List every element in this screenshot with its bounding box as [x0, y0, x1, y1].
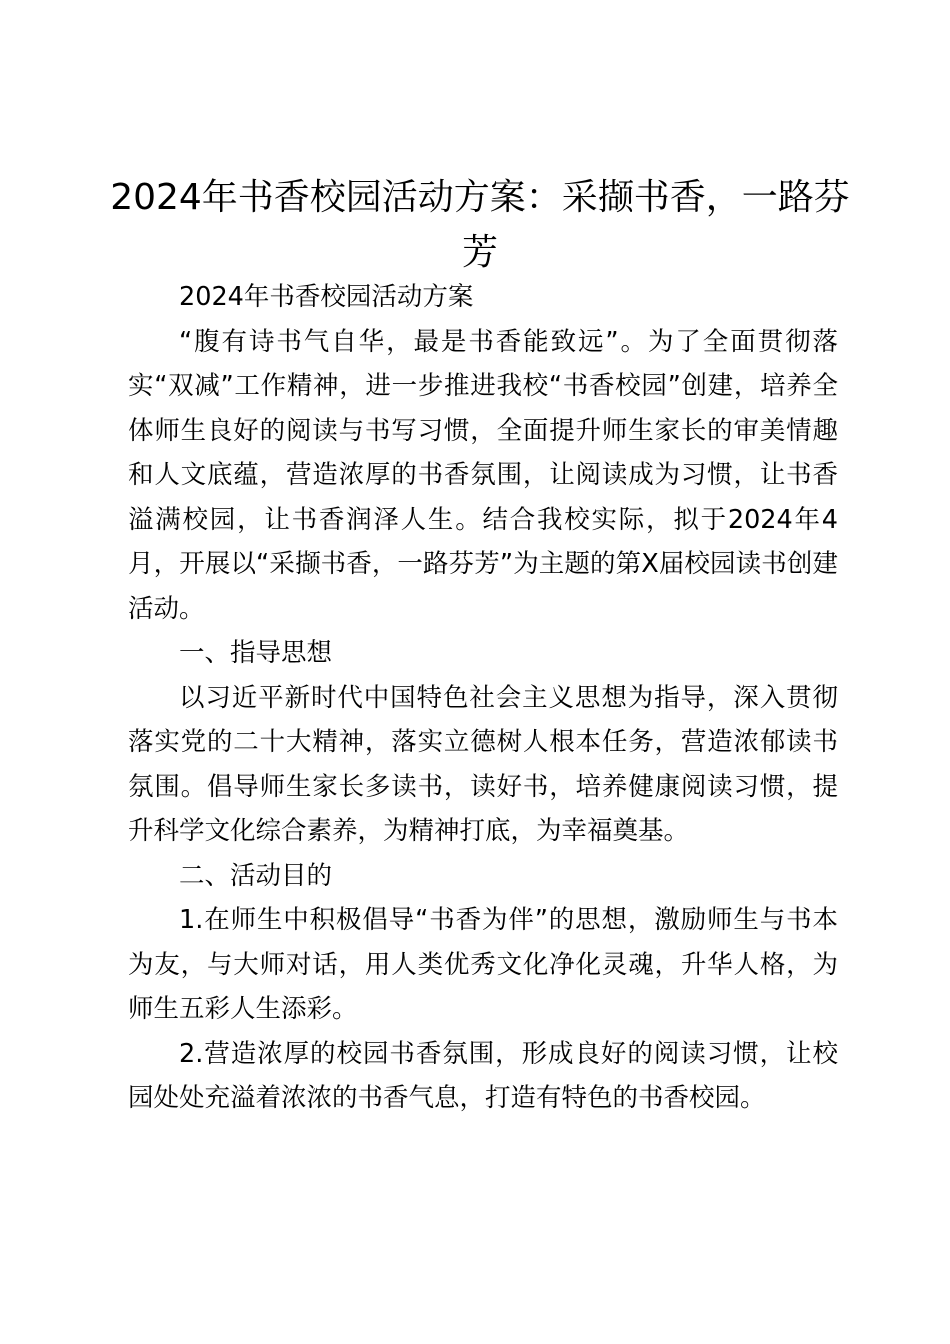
intro-paragraph: “腹有诗书气自华，最是书香能致远”。为了全面贯彻落实“双减”工作精神，进一步推进我校“书香校园”创建，培养全体师生良好的阅读与书写习惯，全面提升师生家长的审美情趣和人文底蕴，营造浓厚的书香氛围，让阅读成为习惯，让书香溢满校园，让书香润泽人生。结合我校实际，拟于2024年4月，开展以“采撷书香，一路芬芳”为主题的第X届校园读书创建活动。	[128, 326, 838, 624]
purpose-item-2: 2.营造浓厚的校园书香氛围，形成良好的阅读习惯，让校园处处充溢着浓浓的书香气息，打造有特色的书香校园。	[128, 1038, 838, 1113]
section-heading-guiding-thought: 一、指导思想	[179, 638, 333, 668]
plan-subtitle: 2024年书香校园活动方案	[179, 282, 474, 312]
guiding-thought-paragraph: 以习近平新时代中国特色社会主义思想为指导，深入贯彻落实党的二十大精神，落实立德树人根本任务，营造浓郁读书氛围。倡导师生家长多读书，读好书，培养健康阅读习惯，提升科学文化综合素养，为精神打底，为幸福奠基。	[128, 682, 838, 846]
document-body	[128, 275, 838, 1121]
section-heading-activity-purpose: 二、活动目的	[179, 860, 333, 891]
purpose-item-1: 1.在师生中积极倡导“书香为伴”的思想，激励师生与书本为友，与大师对话，用人类优秀文化净化灵魂，升华人格，为师生五彩人生添彩。	[128, 905, 838, 1024]
document-title: 2024年书香校园活动方案：采撷书香，一路芬芳	[110, 177, 850, 273]
